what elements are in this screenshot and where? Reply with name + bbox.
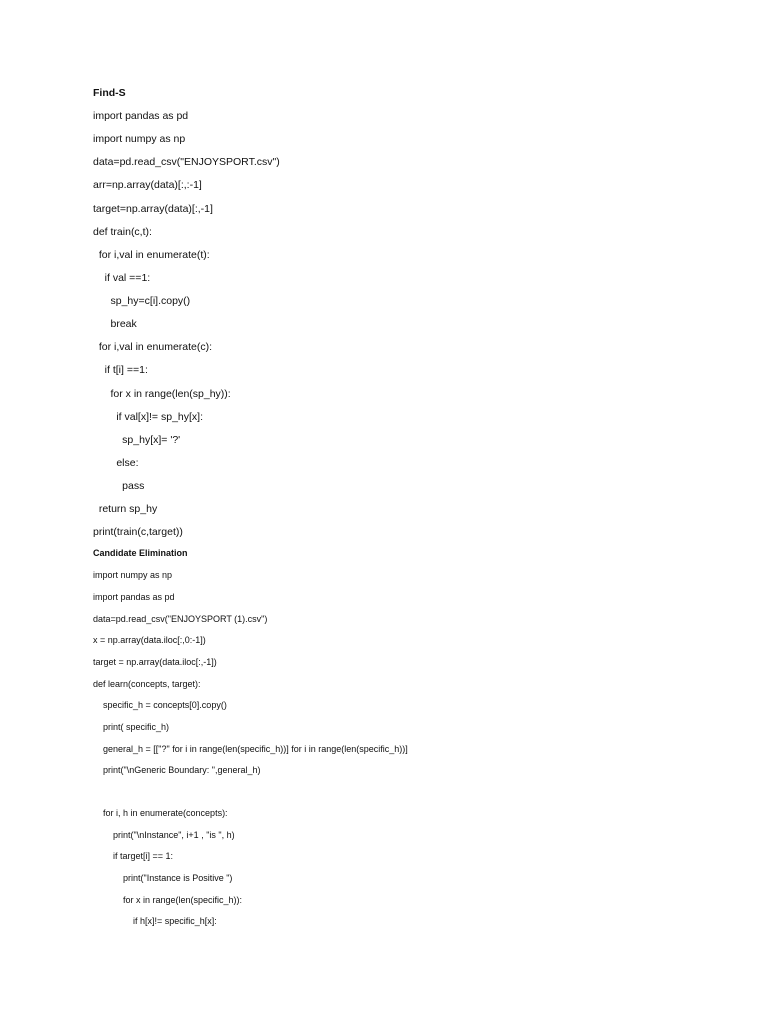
candidate-elimination-heading: Candidate Elimination [93, 548, 188, 558]
code-line: print("\nInstance", i+1 , "is ", h) [93, 830, 235, 840]
code-line: for i, h in enumerate(concepts): [93, 808, 228, 818]
code-line: def learn(concepts, target): [93, 679, 201, 689]
code-line: print("Instance is Positive ") [93, 873, 233, 883]
code-line: return sp_hy [93, 503, 158, 515]
code-line: for i,val in enumerate(t): [93, 249, 210, 261]
code-line: import pandas as pd [93, 592, 175, 602]
code-line: if target[i] == 1: [93, 851, 174, 861]
code-line: import pandas as pd [93, 110, 189, 122]
code-line: if val ==1: [93, 272, 151, 284]
code-line: data=pd.read_csv("ENJOYSPORT.csv") [93, 156, 280, 168]
code-line: else: [93, 457, 139, 469]
code-line: import numpy as np [93, 570, 173, 580]
code-line: for x in range(len(specific_h)): [93, 895, 243, 905]
code-line: for i,val in enumerate(c): [93, 341, 213, 353]
code-line: pass [93, 480, 145, 492]
code-line: data=pd.read_csv("ENJOYSPORT (1).csv") [93, 614, 268, 624]
code-line: if h[x]!= specific_h[x]: [93, 916, 217, 926]
code-line: x = np.array(data.iloc[:,0:-1]) [93, 635, 206, 645]
code-line: sp_hy[x]= '?' [93, 434, 181, 446]
code-line: general_h = [["?" for i in range(len(specific_h))] for i in range(len(specific_h))] [93, 744, 408, 754]
find-s-heading: Find-S [93, 87, 126, 99]
code-line: target = np.array(data.iloc[:,-1]) [93, 657, 217, 667]
code-line: if val[x]!= sp_hy[x]: [93, 411, 203, 423]
code-line: print( specific_h) [93, 722, 170, 732]
code-line: if t[i] ==1: [93, 364, 148, 376]
code-line: specific_h = concepts[0].copy() [93, 700, 227, 710]
code-line: import numpy as np [93, 133, 186, 145]
code-line: sp_hy=c[i].copy() [93, 295, 191, 307]
code-line: arr=np.array(data)[:,:-1] [93, 179, 202, 191]
code-line: for x in range(len(sp_hy)): [93, 388, 231, 400]
code-line: def train(c,t): [93, 226, 152, 238]
code-line: break [93, 318, 137, 330]
code-line: print("\nGeneric Boundary: ",general_h) [93, 765, 261, 775]
code-line: print(train(c,target)) [93, 526, 183, 538]
code-line: target=np.array(data)[:,-1] [93, 203, 213, 215]
